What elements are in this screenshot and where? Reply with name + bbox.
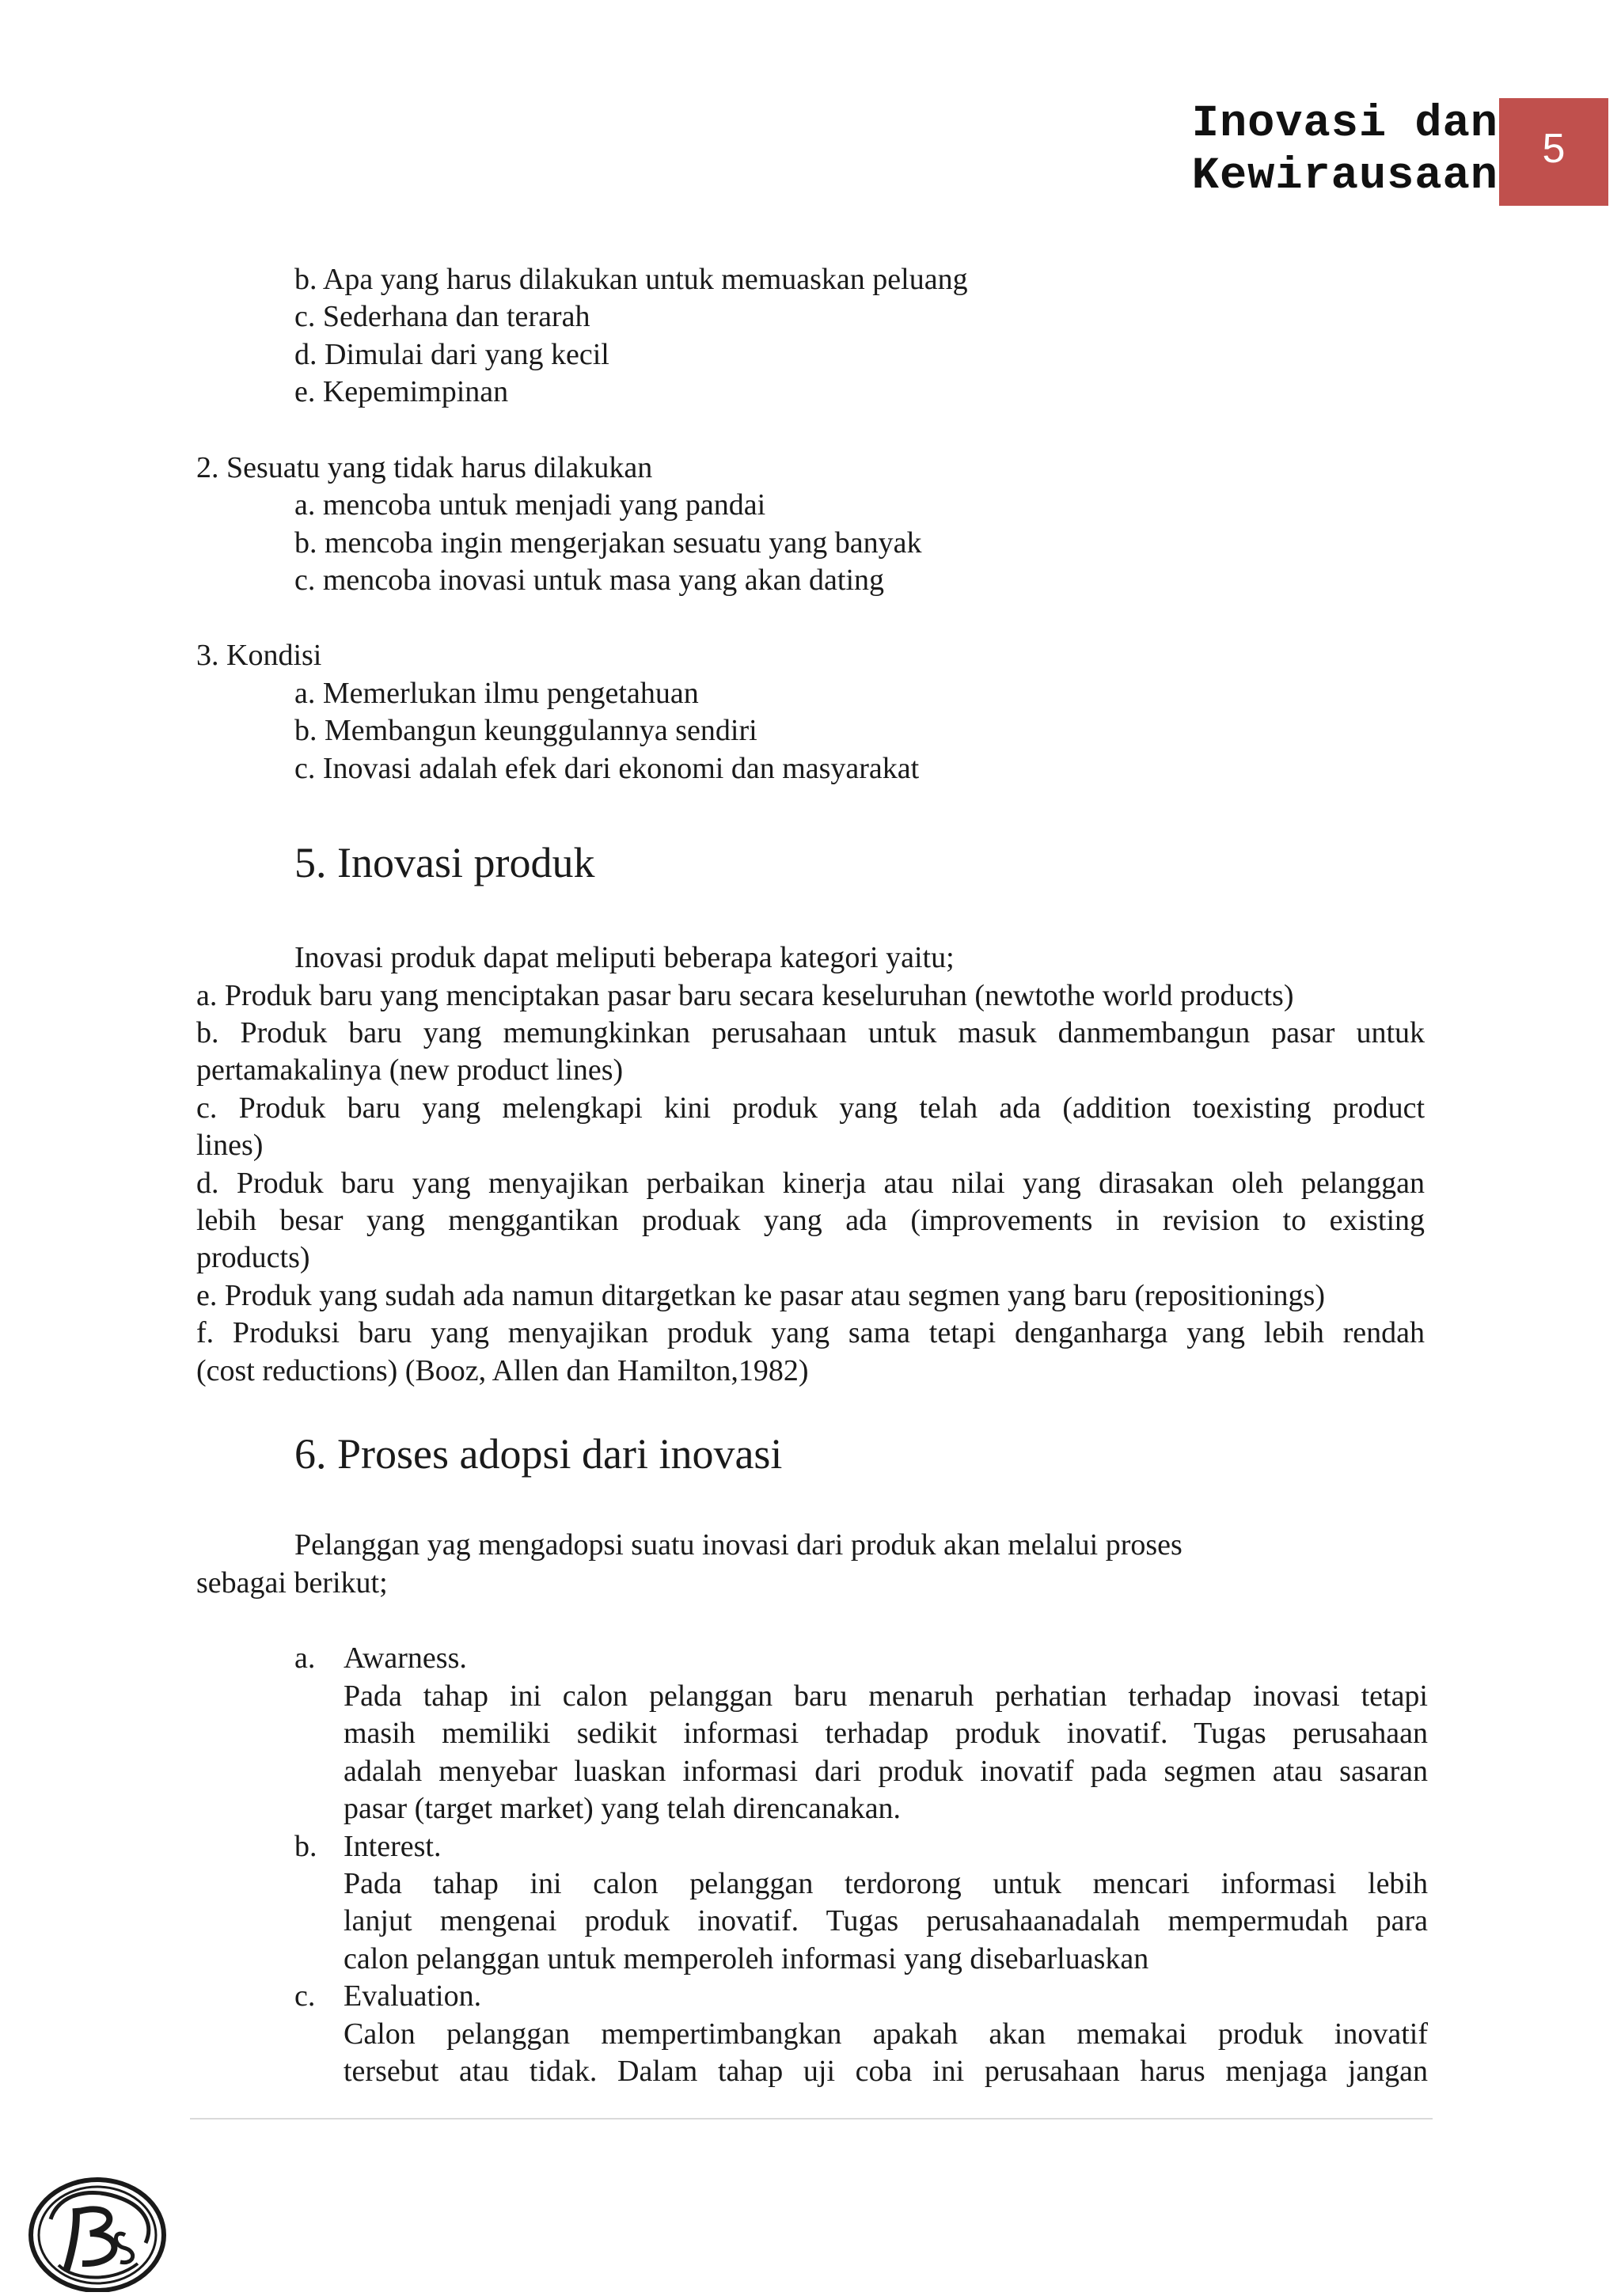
list-item: b. mencoba ingin mengerjakan sesuatu yang banyak	[294, 526, 922, 560]
paragraph-line: e. Produk yang sudah ada namun ditargetkan ke pasar atau segmen yang baru (repositionings)	[196, 1279, 1326, 1312]
section-heading-proses-adopsi: 6. Proses adopsi dari inovasi	[294, 1430, 783, 1478]
list-item: c. Inovasi adalah efek dari ekonomi dan masyarakat	[294, 752, 920, 785]
stage-name: Evaluation.	[344, 1979, 482, 2013]
list-item: a. mencoba untuk menjadi yang pandai	[294, 488, 766, 522]
header-title-line2: Kewirausaan	[1191, 151, 1498, 202]
stage-text: Pada tahap ini calon pelanggan baru menaruh perhatian terhadap inovasi tetapi	[344, 1679, 1428, 1713]
paragraph-line: b. Produk baru yang memungkinkan perusahaan untuk masuk danmembangun pasar untuk	[196, 1016, 1425, 1049]
list-item: b. Apa yang harus dilakukan untuk memuaskan peluang	[294, 263, 968, 296]
stage-text: pasar (target market) yang telah direncanakan.	[344, 1792, 902, 1825]
page-number: 5	[1542, 126, 1566, 172]
list-heading: 2. Sesuatu yang tidak harus dilakukan	[196, 451, 653, 484]
header-title-line1: Inovasi dan	[1191, 99, 1498, 150]
document-header-title	[1192, 98, 1498, 203]
list-item: b. Membangun keunggulannya sendiri	[294, 714, 757, 747]
paragraph-line: products)	[196, 1241, 310, 1274]
paragraph-line: lines)	[196, 1129, 264, 1162]
stage-text: lanjut mengenai produk inovatif. Tugas perusahaanadalah mempermudah para	[344, 1904, 1428, 1937]
list-item: e. Kepemimpinan	[294, 375, 509, 408]
stage-text: Pada tahap ini calon pelanggan terdorong untuk mencari informasi lebih	[344, 1867, 1428, 1900]
stage-text: masih memiliki sedikit informasi terhadap produk inovatif. Tugas perusahaan	[344, 1717, 1428, 1750]
stage-text: calon pelanggan untuk memperoleh informasi yang disebarluaskan	[344, 1942, 1149, 1975]
stage-marker: a.	[294, 1641, 316, 1675]
list-item: d. Dimulai dari yang kecil	[294, 338, 609, 371]
paragraph-line: f. Produksi baru yang menyajikan produk yang sama tetapi denganharga yang lebih rendah	[196, 1316, 1425, 1349]
stage-marker: b.	[294, 1830, 317, 1863]
list-item: c. mencoba inovasi untuk masa yang akan dating	[294, 564, 885, 597]
footer-divider	[190, 2118, 1433, 2120]
list-item: a. Memerlukan ilmu pengetahuan	[294, 677, 699, 710]
page-number-badge	[1499, 98, 1608, 206]
paragraph-intro: Pelanggan yag mengadopsi suatu inovasi dari produk akan melalui proses	[294, 1528, 1183, 1562]
stage-name: Interest.	[344, 1830, 442, 1863]
paragraph-line: a. Produk baru yang menciptakan pasar baru secara keseluruhan (newtothe world products)	[196, 979, 1294, 1012]
stage-text: tersebut atau tidak. Dalam tahap uji coba ini perusahaan harus menjaga jangan	[344, 2055, 1428, 2088]
stage-text: Calon pelanggan mempertimbangkan apakah akan memakai produk inovatif	[344, 2017, 1428, 2051]
stage-name: Awarness.	[344, 1641, 467, 1675]
paragraph-intro: Inovasi produk dapat meliputi beberapa kategori yaitu;	[294, 941, 955, 974]
list-heading: 3. Kondisi	[196, 639, 322, 672]
paragraph-intro: sebagai berikut;	[196, 1566, 388, 1600]
paragraph-line: pertamakalinya (new product lines)	[196, 1053, 624, 1087]
paragraph-line: (cost reductions) (Booz, Allen dan Hamilton,1982)	[196, 1354, 809, 1387]
list-item: c. Sederhana dan terarah	[294, 300, 590, 333]
stage-marker: c.	[294, 1979, 316, 2013]
paragraph-line: c. Produk baru yang melengkapi kini produk yang telah ada (addition toexisting product	[196, 1091, 1425, 1125]
bs-monogram-logo-icon	[27, 2170, 168, 2292]
paragraph-line: lebih besar yang menggantikan produak yang ada (improvements in revision to existing	[196, 1204, 1425, 1237]
stage-text: adalah menyebar luaskan informasi dari produk inovatif pada segmen atau sasaran	[344, 1755, 1428, 1788]
section-heading-inovasi-produk: 5. Inovasi produk	[294, 839, 595, 886]
paragraph-line: d. Produk baru yang menyajikan perbaikan kinerja atau nilai yang dirasakan oleh pelanggan	[196, 1167, 1425, 1200]
